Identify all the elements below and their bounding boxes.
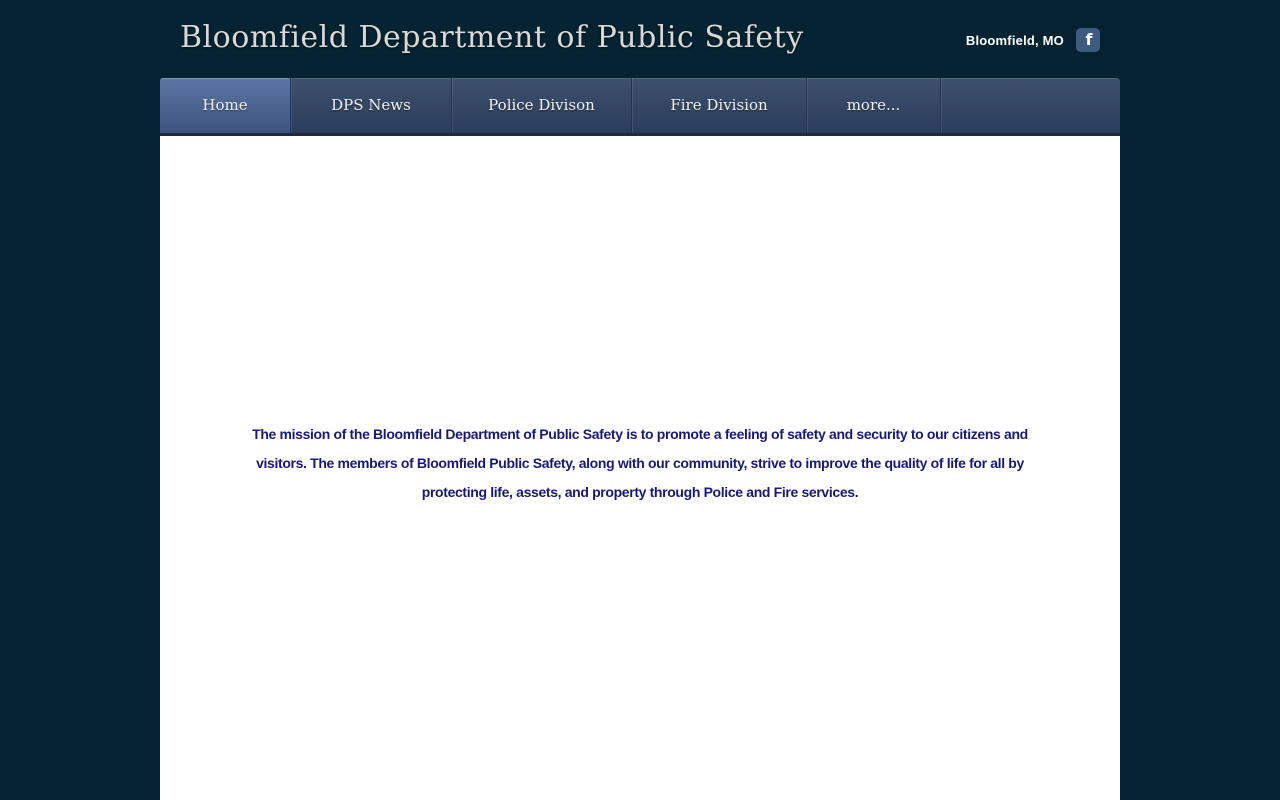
main-nav	[160, 78, 1120, 136]
mission-line-3: protecting life, assets, and property through Police and Fire services.	[421, 484, 859, 500]
mission-statement	[160, 136, 1120, 507]
mission-line-2: visitors. The members of Bloomfield Public Safety, along with our community, strive to improve the quality of life for all by	[256, 455, 1024, 471]
nav-tab-fire-division[interactable]: Fire Division	[631, 78, 806, 133]
header-right-group	[966, 27, 1100, 53]
mission-line-1: The mission of the Bloomfield Department of Public Safety is to promote a feeling of safety and security to our citizens and	[252, 426, 1028, 442]
nav-tab-more[interactable]: more...	[806, 78, 940, 133]
site-header	[160, 0, 1120, 78]
nav-tab-police-division[interactable]: Police Divison	[451, 78, 631, 133]
site-location-label: Bloomfield, MO	[965, 32, 1064, 48]
content-area	[160, 136, 1120, 800]
page-title: Bloomfield Department of Public Safety	[180, 20, 804, 55]
nav-tab-dps-news[interactable]: DPS News	[290, 78, 451, 133]
nav-tab-home[interactable]: Home	[160, 78, 290, 133]
facebook-link[interactable]	[1076, 28, 1100, 52]
nav-filler	[940, 78, 1120, 133]
facebook-icon: f	[1085, 30, 1093, 49]
